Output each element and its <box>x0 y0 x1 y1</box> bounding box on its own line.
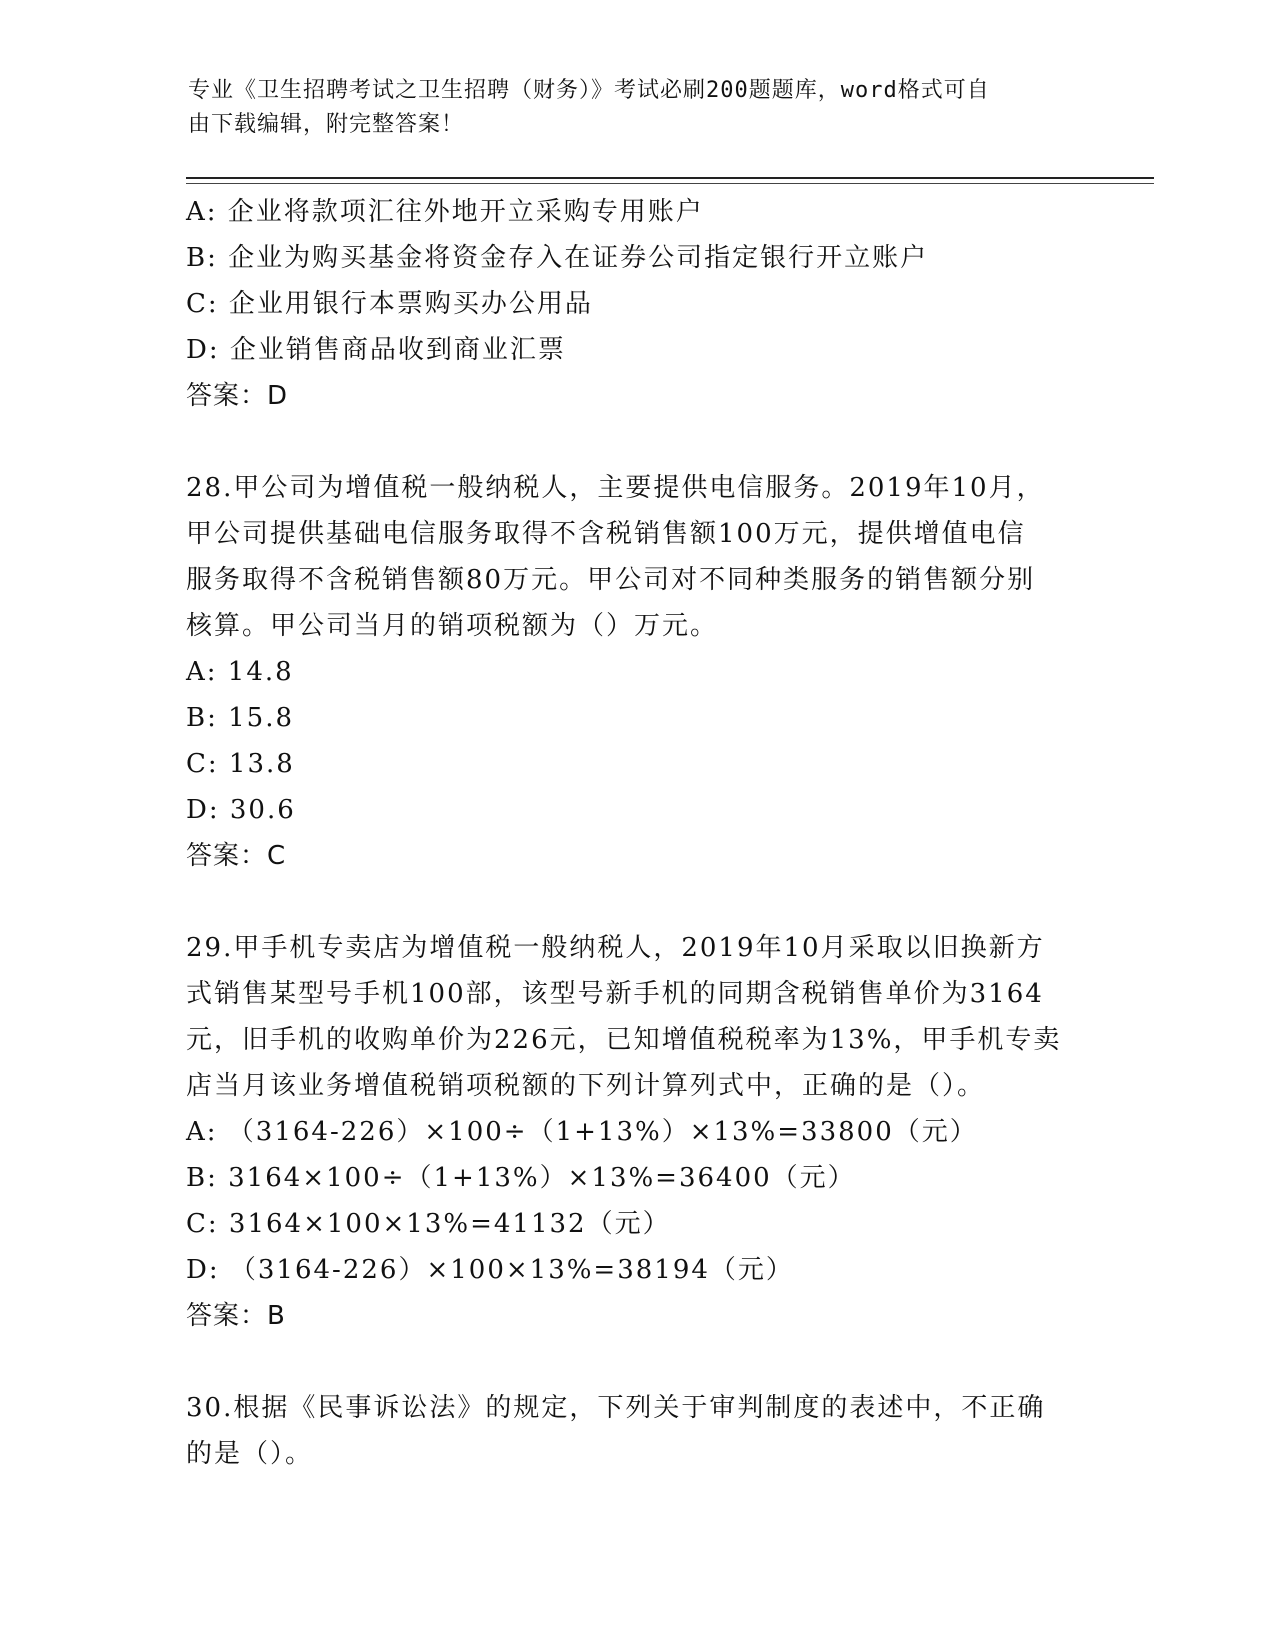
header-line-2: 由下载编辑，附完整答案！ <box>188 112 465 137</box>
option-a: A: （3164-226）×100÷（1+13%）×13%=33800（元） <box>186 1117 978 1147</box>
answer-label: 答案：D <box>186 381 289 411</box>
document-header <box>188 74 1068 142</box>
question-stem-line: 元，旧手机的收购单价为226元，已知增值税税率为13%，甲手机专卖 <box>186 1025 1062 1055</box>
option-a: A: 14.8 <box>186 657 294 687</box>
option-a: A: 企业将款项汇往外地开立采购专用账户 <box>186 197 704 227</box>
spacer <box>186 1339 1086 1385</box>
option-c: C: 3164×100×13%=41132（元） <box>186 1209 671 1239</box>
question-30 <box>186 1385 1086 1477</box>
question-stem-line: 30.根据《民事诉讼法》的规定，下列关于审判制度的表述中，不正确 <box>186 1393 1046 1423</box>
question-stem-line: 式销售某型号手机100部，该型号新手机的同期含税销售单价为3164 <box>186 979 1044 1009</box>
spacer <box>186 879 1086 925</box>
option-d: D: 企业销售商品收到商业汇票 <box>186 335 566 365</box>
option-b: B: 15.8 <box>186 703 295 733</box>
answer-label: 答案：C <box>186 841 287 871</box>
question-stem-line: 甲公司提供基础电信服务取得不含税销售额100万元，提供增值电信 <box>186 519 1026 549</box>
question-27 <box>186 189 1086 419</box>
option-d: D: （3164-226）×100×13%=38194（元） <box>186 1255 794 1285</box>
question-content <box>186 189 1086 1477</box>
answer-label: 答案：B <box>186 1301 286 1331</box>
question-28 <box>186 465 1086 879</box>
option-b: B: 企业为购买基金将资金存入在证券公司指定银行开立账户 <box>186 243 929 273</box>
question-stem-line: 服务取得不含税销售额80万元。甲公司对不同种类服务的销售额分别 <box>186 565 1036 595</box>
header-divider-thin <box>186 183 1154 184</box>
question-stem-line: 核算。甲公司当月的销项税额为（）万元。 <box>186 611 719 641</box>
question-stem-line: 店当月该业务增值税销项税额的下列计算列式中，正确的是（）。 <box>186 1071 986 1101</box>
option-d: D: 30.6 <box>186 795 296 825</box>
question-stem-line: 的是（）。 <box>186 1439 314 1469</box>
question-stem-line: 28.甲公司为增值税一般纳税人，主要提供电信服务。2019年10月， <box>186 473 1045 503</box>
question-29 <box>186 925 1086 1339</box>
option-c: C: 企业用银行本票购买办公用品 <box>186 289 593 319</box>
option-c: C: 13.8 <box>186 749 295 779</box>
header-divider-thick <box>186 177 1154 179</box>
spacer <box>186 419 1086 465</box>
header-line-1: 专业《卫生招聘考试之卫生招聘（财务）》考试必刷200题题库，word格式可自 <box>188 78 990 103</box>
question-stem-line: 29.甲手机专卖店为增值税一般纳税人，2019年10月采取以旧换新方 <box>186 933 1045 963</box>
option-b: B: 3164×100÷（1+13%）×13%=36400（元） <box>186 1163 856 1193</box>
